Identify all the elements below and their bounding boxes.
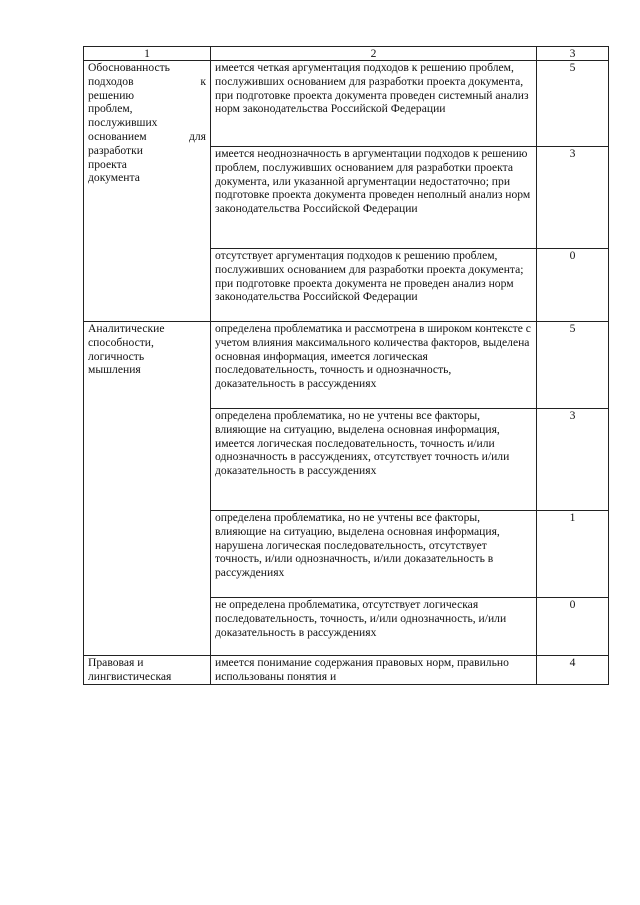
criterion-name: Аналитические способности, логичность мышления	[84, 322, 211, 656]
level-description: имеется четкая аргументация подходов к решению проблем, послуживших основанием для разработки проекта документа, при подготовке проекта документа проведен системный анализ норм законодательства Российской Федерации	[211, 61, 537, 147]
level-score: 0	[537, 249, 609, 322]
level-score: 5	[537, 322, 609, 409]
level-score: 1	[537, 511, 609, 598]
level-score: 0	[537, 598, 609, 656]
criterion-name: Обоснованность подходов к решению проблем, послуживших основанием для разработки проекта документа	[84, 61, 211, 322]
criterion-name: Правовая и лингвистическая	[84, 656, 211, 685]
table-row	[84, 656, 609, 685]
level-score: 5	[537, 61, 609, 147]
criterion-name-word: подходов	[88, 74, 134, 88]
level-description: не определена проблематика, отсутствует логическая последовательность, точность, и/или однозначность, и/или доказательность в рассуждениях	[211, 598, 537, 656]
level-description: определена проблематика, но не учтены все факторы, влияющие на ситуацию, выделена основная информация, нарушена логическая последовательность, отсутствует точность, и/или однозначность, и/или доказательность в рассуждениях	[211, 511, 537, 598]
column-number-2: 2	[211, 47, 537, 61]
level-description: определена проблематика и рассмотрена в широком контексте с учетом влияния максимального количества факторов, выделена основная информация, имеется логическая последовательность, точность и однозначность, доказательность в рассуждениях	[211, 322, 537, 409]
level-description: отсутствует аргументация подходов к решению проблем, послуживших основанием для разработки проекта документа; при подготовке проекта документа не проведен анализ норм законодательства Российской Федерации	[211, 249, 537, 322]
criteria-table	[83, 46, 609, 685]
level-score: 3	[537, 409, 609, 511]
criterion-name-word: к	[200, 74, 206, 88]
level-score: 4	[537, 656, 609, 685]
table-row	[84, 322, 609, 409]
level-score: 3	[537, 147, 609, 249]
column-number-3: 3	[537, 47, 609, 61]
level-description: имеется неоднозначность в аргументации подходов к решению проблем, послуживших основанием для разработки проекта документа, или указанной аргументации недостаточно; при подготовке проекта документа проведен неполный анализ норм законодательства Российской Федерации	[211, 147, 537, 249]
level-description: определена проблематика, но не учтены все факторы, влияющие на ситуацию, выделена основная информация, имеется логическая последовательность, точность и/или однозначность в рассуждениях, отсутствует точность и/или доказательность в рассуждениях	[211, 409, 537, 511]
column-number-1: 1	[84, 47, 211, 61]
level-description: имеется понимание содержания правовых норм, правильно использованы понятия и	[211, 656, 537, 685]
table-row	[84, 61, 609, 147]
table-header-row	[84, 47, 609, 61]
criterion-name-word: основанием	[88, 129, 147, 143]
criterion-name-word: для	[188, 129, 206, 143]
